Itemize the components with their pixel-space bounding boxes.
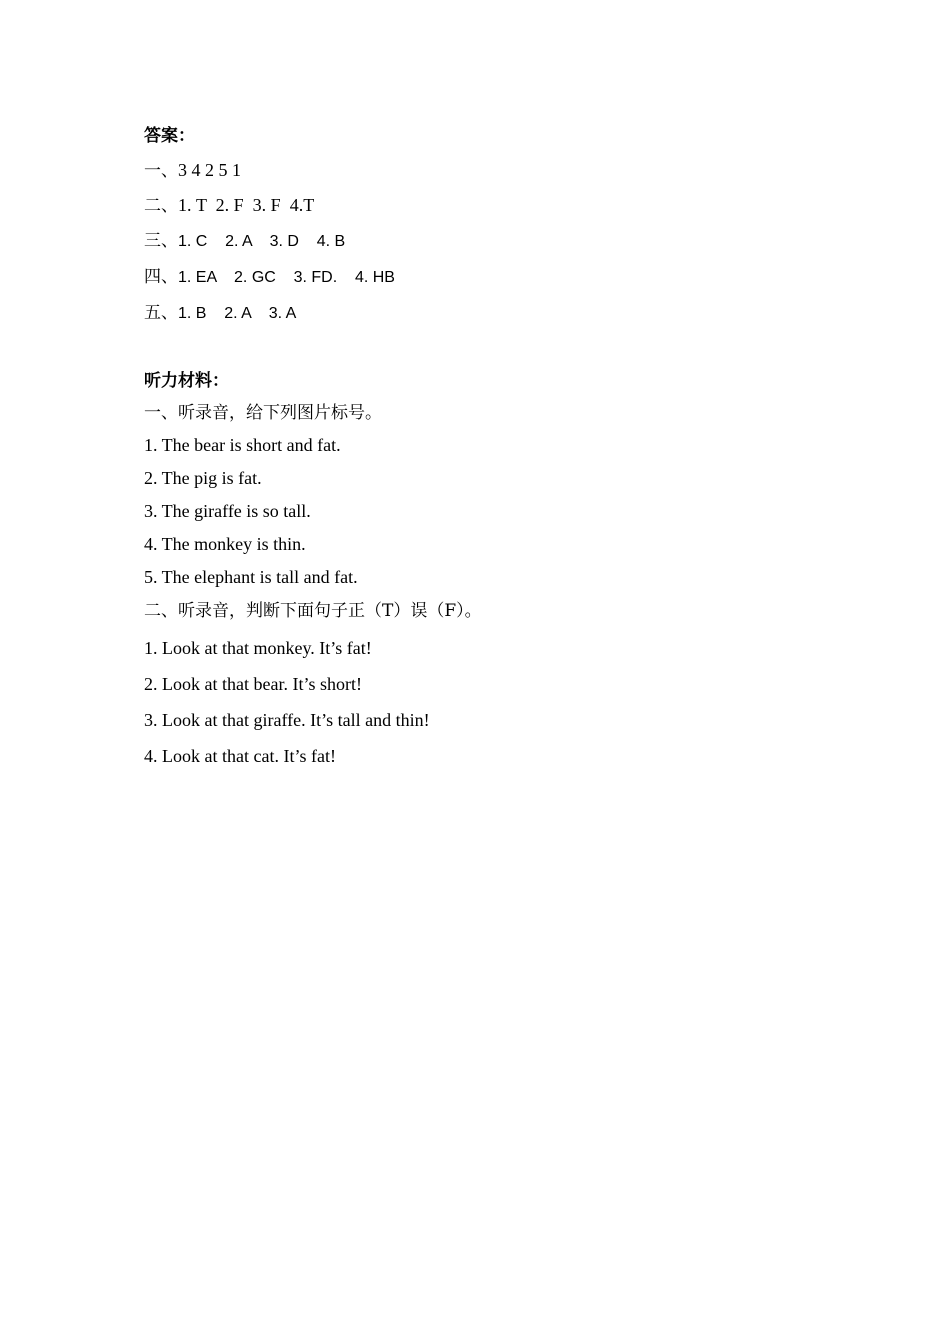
section2-item-3: 3. Look at that giraffe. It’s tall and thin! — [144, 710, 430, 730]
section1-title: 一、听录音，给下列图片标号。 — [144, 403, 382, 423]
answer-row-prefix: 四、 — [144, 267, 178, 287]
answer-row-5 — [144, 301, 296, 325]
section1-item-5: 5. The elephant is tall and fat. — [144, 567, 358, 587]
answer-row-prefix: 一、 — [144, 161, 178, 181]
section1-item-2: 2. The pig is fat. — [144, 468, 262, 488]
section1-item-3: 3. The giraffe is so tall. — [144, 501, 311, 521]
answer-row-prefix: 三、 — [144, 231, 178, 251]
answers-heading: 答案： — [144, 126, 195, 146]
section1-item-1: 1. The bear is short and fat. — [144, 435, 341, 455]
answer-row-3 — [144, 229, 345, 253]
answer-row-prefix: 五、 — [144, 303, 178, 323]
section1-item-4: 4. The monkey is thin. — [144, 534, 306, 554]
section2-item-2: 2. Look at that bear. It’s short! — [144, 674, 362, 694]
answer-row-text: 1. C 2. A 3. D 4. B — [178, 233, 346, 250]
section2-item-4: 4. Look at that cat. It’s fat! — [144, 746, 336, 766]
answer-row-1 — [144, 159, 241, 182]
answer-row-text: 1. B 2. A 3. A — [178, 305, 297, 322]
answer-row-prefix: 二、 — [144, 196, 178, 216]
answer-row-text: 3 4 2 5 1 — [178, 160, 241, 180]
answer-row-text: 1. T 2. F 3. F 4.T — [178, 195, 315, 215]
answer-row-4 — [144, 265, 395, 289]
answer-row-text: 1. EA 2. GC 3. FD. 4. HB — [178, 269, 395, 286]
section2-title: 二、听录音，判断下面句子正（T）误（F）。 — [144, 601, 482, 621]
section2-item-1: 1. Look at that monkey. It’s fat! — [144, 638, 372, 658]
listening-heading: 听力材料： — [144, 371, 229, 391]
answer-row-2 — [144, 194, 314, 217]
